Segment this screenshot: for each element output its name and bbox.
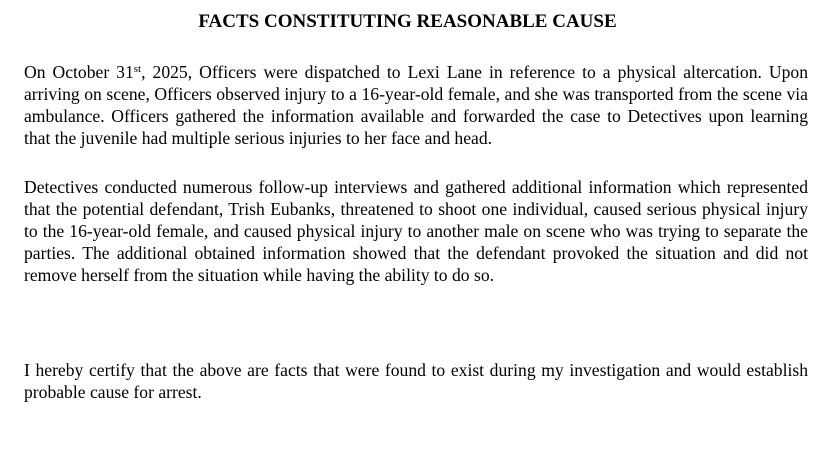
paragraph-detective-findings: Detectives conducted numerous follow-up interviews and gathered additional information which represented that the potential defendant, Trish Eubanks, threatened to shoot one individual, caused serious physical injury to the 16-year-old female, and caused physical injury to another male on scene who was trying to separate the parties. The additional obtained information showed that the defendant provoked the situation and did not remove herself from the situation while having the ability to do so.	[24, 177, 808, 285]
paragraph-certification: I hereby certify that the above are facts that were found to exist during my investigation and would establish probable cause for arrest.	[24, 360, 808, 402]
paragraph-incident-summary	[24, 61, 808, 149]
paragraph-incident-summary-start: On October 31	[24, 62, 134, 82]
paragraph-incident-summary-rest: , 2025, Officers were dispatched to Lexi Lane in reference to a physical altercation. Upon arriving on scene, Officers observed injury to a 16-year-old female, and she was transported from the scene via ambulance. Officers gathered the information available and forwarded the case to Detectives upon learning that the juvenile had multiple serious injuries to her face and head.	[24, 62, 808, 148]
document-title: FACTS CONSTITUTING REASONABLE CAUSE	[198, 11, 617, 32]
ordinal-suffix: st	[133, 63, 142, 75]
